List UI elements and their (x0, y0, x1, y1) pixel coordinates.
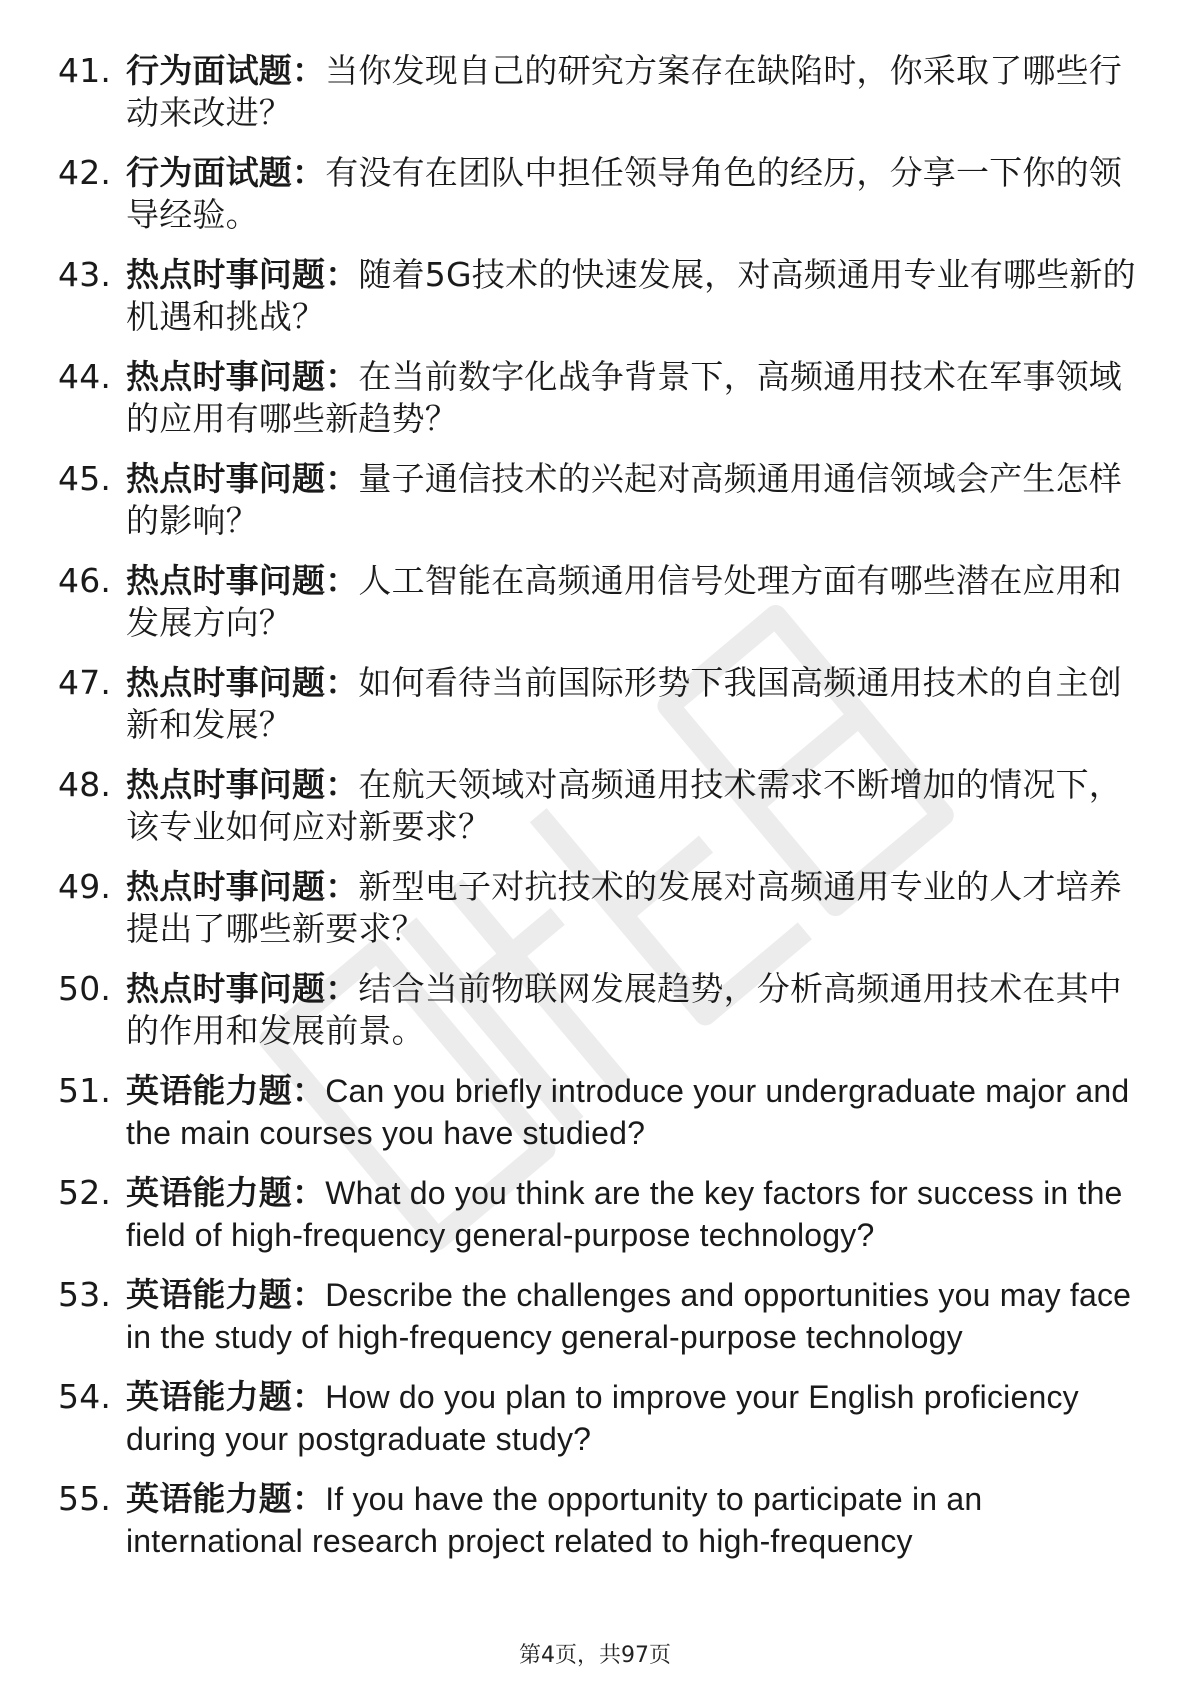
question-text: 当你发现自己的研究方案存在缺陷时，你采取了哪些行动来改进？ (126, 51, 1123, 132)
question-number: 55. (58, 1479, 112, 1518)
question-text: 如何看待当前国际形势下我国高频通用技术的自主创新和发展？ (126, 663, 1123, 744)
question-number: 53. (58, 1275, 112, 1314)
question-text: 在当前数字化战争背景下，高频通用技术在军事领域的应用有哪些新趋势？ (126, 357, 1123, 438)
question-number: 54. (58, 1377, 112, 1416)
question-category: 热点时事问题： (126, 255, 359, 294)
question-text: 随着5G技术的快速发展，对高频通用专业有哪些新的机遇和挑战？ (126, 255, 1136, 336)
question-item (58, 458, 1138, 542)
question-category: 热点时事问题： (126, 357, 359, 396)
question-number: 43. (58, 255, 112, 294)
question-category: 英语能力题： (126, 1479, 326, 1518)
question-text: 结合当前物联网发展趋势，分析高频通用技术在其中的作用和发展前景。 (126, 969, 1123, 1050)
question-number: 47. (58, 663, 112, 702)
question-category: 热点时事问题： (126, 459, 359, 498)
question-text: 人工智能在高频通用信号处理方面有哪些潜在应用和发展方向？ (126, 561, 1123, 642)
question-text: 新型电子对抗技术的发展对高频通用专业的人才培养提出了哪些新要求？ (126, 867, 1123, 948)
question-item (58, 356, 1138, 440)
question-text: If you have the opportunity to participate in an international research project related to high-frequency (126, 1481, 983, 1559)
question-item (58, 1274, 1138, 1358)
question-item (58, 50, 1138, 134)
question-category: 行为面试题： (126, 153, 326, 192)
question-number: 45. (58, 459, 112, 498)
question-list (58, 50, 1138, 1580)
question-number: 49. (58, 867, 112, 906)
question-category: 行为面试题： (126, 51, 326, 90)
question-category: 英语能力题： (126, 1071, 326, 1110)
page-footer (0, 1638, 1190, 1669)
question-category: 热点时事问题： (126, 663, 359, 702)
question-category: 英语能力题： (126, 1173, 326, 1212)
question-item (58, 1070, 1138, 1154)
question-item (58, 968, 1138, 1052)
question-category: 热点时事问题： (126, 867, 359, 906)
question-number: 46. (58, 561, 112, 600)
page-indicator: 第4页，共97页 (519, 1643, 671, 1668)
question-text: What do you think are the key factors for success in the field of high-frequency general-purpose technology? (126, 1175, 1123, 1253)
question-text: 在航天领域对高频通用技术需求不断增加的情况下，该专业如何应对新要求？ (126, 765, 1123, 846)
question-item (58, 764, 1138, 848)
question-item (58, 560, 1138, 644)
question-number: 41. (58, 51, 112, 90)
question-number: 52. (58, 1173, 112, 1212)
question-category: 英语能力题： (126, 1275, 326, 1314)
question-category: 热点时事问题： (126, 561, 359, 600)
question-category: 热点时事问题： (126, 765, 359, 804)
question-item (58, 662, 1138, 746)
question-text: Can you briefly introduce your undergraduate major and the main courses you have studied? (126, 1073, 1130, 1151)
question-item (58, 152, 1138, 236)
question-item (58, 254, 1138, 338)
question-number: 50. (58, 969, 112, 1008)
question-item (58, 1172, 1138, 1256)
question-category: 热点时事问题： (126, 969, 359, 1008)
question-number: 42. (58, 153, 112, 192)
question-number: 51. (58, 1071, 112, 1110)
question-item (58, 1478, 1138, 1562)
question-text: 量子通信技术的兴起对高频通用通信领域会产生怎样的影响？ (126, 459, 1123, 540)
question-number: 44. (58, 357, 112, 396)
question-text: How do you plan to improve your English proficiency during your postgraduate study? (126, 1379, 1079, 1457)
question-item (58, 1376, 1138, 1460)
question-item (58, 866, 1138, 950)
question-text: Describe the challenges and opportunities you may face in the study of high-frequency general-purpose technology (126, 1277, 1132, 1355)
question-text: 有没有在团队中担任领导角色的经历，分享一下你的领导经验。 (126, 153, 1123, 234)
question-category: 英语能力题： (126, 1377, 326, 1416)
question-number: 48. (58, 765, 112, 804)
